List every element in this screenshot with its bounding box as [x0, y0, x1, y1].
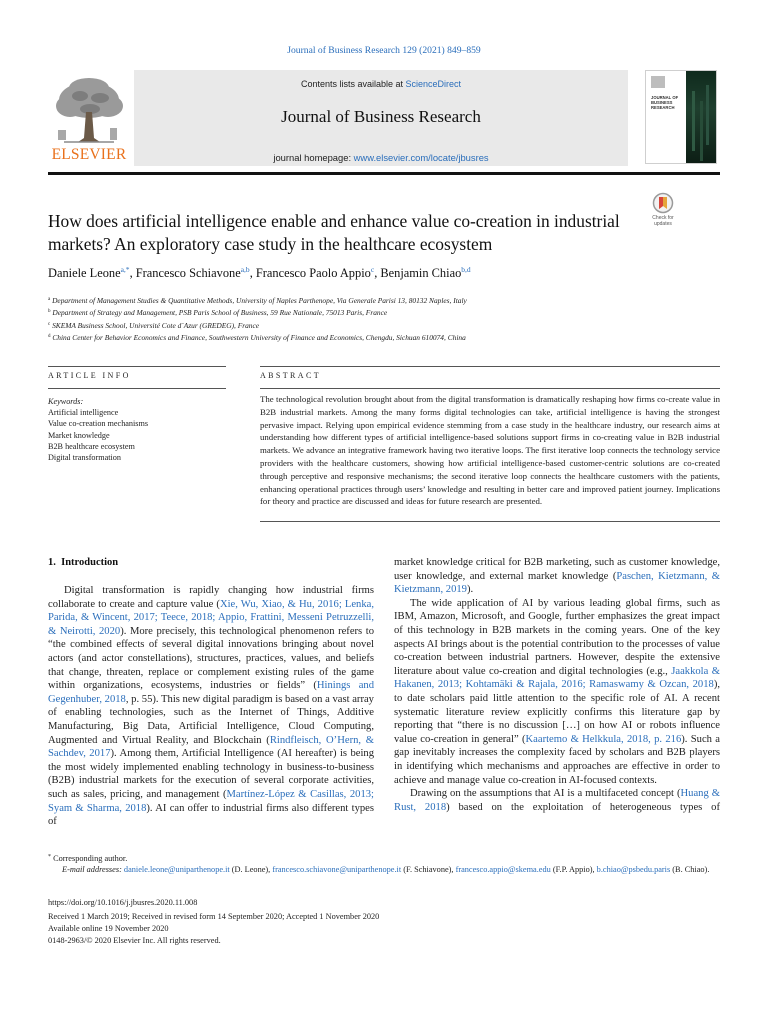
author-separator: , — [129, 266, 136, 280]
section-number: 1. — [48, 557, 56, 568]
affiliation-item — [48, 294, 708, 306]
reference-link[interactable]: Paschen, Kietzmann, & Kietzmann, 2019 — [394, 570, 720, 596]
author-affiliation-marks[interactable]: c — [370, 265, 375, 274]
journal-reference-link[interactable]: Journal of Business Research 129 (2021) 849–859 — [287, 45, 481, 56]
author-name[interactable]: Daniele Leone — [48, 266, 121, 280]
abstract-rule-top — [260, 366, 720, 367]
email-link[interactable]: francesco.schiavone@uniparthenope.it — [272, 865, 402, 874]
abstract-heading: ABSTRACT — [260, 371, 321, 380]
body-column-left — [48, 584, 374, 829]
paragraph-text: , p. 55). This new digital paradigm is based on a vast array of enabling technologies, such as the Internet of Things, Additive Manufacturing, Big Data, Artificial Intelligence, Cloud Computing, Augmented and Virtual Reality, and Blockchain ( — [48, 693, 374, 746]
elsevier-tree-icon — [50, 76, 128, 146]
article-info-rule-bottom — [48, 388, 226, 389]
journal-homepage-link[interactable]: www.elsevier.com/locate/jbusres — [353, 152, 489, 163]
email-label: E-mail addresses: — [62, 865, 122, 874]
homepage-line — [134, 152, 628, 163]
affiliation-item — [48, 331, 708, 343]
email-owner: (F.P. Appio), — [550, 865, 597, 874]
reference-link[interactable]: Kaartemo & Helkkula, 2018, p. 216 — [525, 733, 682, 745]
author-separator: , — [249, 266, 256, 280]
keywords-label: Keywords: — [48, 397, 84, 406]
keyword-item: Market knowledge — [48, 430, 110, 440]
reference-link[interactable]: Jaakkola & Hakanen, 2013; Kohtamäki & Rajala, 2016; Ramaswamy & Ozcan, 2018 — [394, 665, 720, 691]
email-link[interactable]: b.chiao@psbedu.paris — [596, 865, 671, 874]
affiliation-item — [48, 306, 708, 318]
affiliation-label: d — [48, 334, 51, 340]
elsevier-logo[interactable] — [48, 70, 130, 166]
section-title: Introduction — [61, 557, 119, 568]
abstract-rule-mid — [260, 388, 720, 389]
abstract-rule-bottom — [260, 521, 720, 522]
author-name[interactable]: Francesco Schiavone — [135, 266, 241, 280]
sciencedirect-link[interactable]: ScienceDirect — [405, 79, 462, 89]
email-owner: (B. Chiao). — [670, 865, 710, 874]
paragraph-text: Digital transformation is rapidly changing how industrial firms collaborate to create and capture value ( — [48, 585, 374, 610]
doi-link[interactable]: https://doi.org/10.1016/j.jbusres.2020.11.008 — [48, 898, 198, 907]
keyword-item: Artificial intelligence — [48, 408, 119, 418]
reference-link[interactable]: Rindfleisch, O’Hern, & Sachdev, 2017 — [48, 734, 374, 760]
affiliation-label: a — [48, 297, 51, 302]
author-affiliation-marks[interactable]: a,* — [120, 265, 130, 274]
keyword-item: Value co-creation mechanisms — [48, 419, 149, 429]
masthead-center — [134, 70, 628, 166]
available-online: Available online 19 November 2020 — [48, 924, 169, 933]
affiliation-text: Department of Management Studies & Quantitative Methods, University of Naples Parthenope, Via Generale Parisi 13, 80132 Naples, Italy — [52, 296, 467, 305]
reference-link[interactable]: Huang & Rust, 2018 — [394, 788, 720, 813]
body-paragraph — [394, 556, 720, 597]
author-list — [48, 265, 668, 281]
check-for-updates-icon — [652, 192, 674, 216]
author-name[interactable]: Benjamin Chiao — [380, 266, 462, 280]
masthead-rule — [48, 172, 720, 175]
paragraph-text: ). Among them, Artificial Intelligence (AI hereafter) is being the most widely implemented enabling technology in business-to-business (B2B) industrial markets for the execution of several corporate activities, such as sales, pricing, and management ( — [48, 748, 375, 800]
section-heading — [48, 557, 118, 568]
affiliation-label: c — [48, 321, 51, 327]
abstract-text: The technological revolution brought about from the digital transformation is dramatically reshaping how firms co-create value in B2B industrial markets. Among the many forms digital technologies can take, artificial intelligence is having the strongest pervasive impact. Relying upon empirical evidence stemming from a case study in the healthcare industry, our research aims at understanding how different types of artificial intelligence-based solutions support firms in co-creating value in B2B industrial markets. We advance an integrative framework having two iterative loops. The first iterative loop connects the technology service providers with the healthcare customers, showing how artificial intelligence-based customer-centric solutions are co-created through perceptive and responsive mechanisms; the second iterative loop connects the healthcare customers with the patients, enhancing operational practices through users’ knowledge and resulting in better care and improved patient journey. Implications for theory and practice are discussed and ideas for future research are presented. — [260, 394, 720, 507]
affiliation-label: b — [48, 309, 51, 315]
article-title: How does artificial intelligence enable and enhance value co-creation in industrial markets? An exploratory case study in the healthcare ecosystem — [48, 211, 620, 254]
affiliation-text: Department of Strategy and Management, PSB Paris School of Business, 59 Rue Nationale, 75013 Paris, France — [52, 308, 388, 318]
journal-title: Journal of Business Research — [281, 107, 481, 126]
keywords-block — [48, 396, 248, 463]
reference-link[interactable]: Hinings and Gegenhuber, 2018 — [48, 680, 374, 705]
contents-prefix: Contents lists available at — [300, 79, 406, 89]
affiliation-text: SKEMA Business School, Université Cote d´Azur (GREDEG), France — [52, 320, 260, 330]
cover-logo-icon — [651, 76, 665, 88]
affiliation-text: China Center for Behavior Economics and Finance, Southwestern University of Finance and Economics, Chengdu, Sichuan 610074, China — [52, 333, 466, 343]
check-for-updates-badge[interactable] — [645, 192, 681, 232]
article-info-rule-top — [48, 366, 226, 367]
affiliation-item — [48, 319, 708, 331]
email-owner: (D. Leone), — [229, 865, 273, 874]
email-addresses — [48, 864, 720, 876]
author-separator: , — [374, 266, 381, 280]
paragraph-text: ). AI can offer to industrial firms also different types of — [48, 802, 374, 828]
cover-title: JOURNAL OF BUSINESS RESEARCH — [651, 95, 679, 110]
body-paragraph — [394, 787, 720, 814]
paragraph-text: The wide application of AI by various leading global firms, such as IBM, Amazon, Microsoft, and Google, further emphasizes the great impact of this technology in B2B markets in the coming years. One of the key aspects AI brings about is the potential contribution to the processes of value co-creation between industrial partners. However, despite the extensive literature about value co-creation and digital technologies (e.g., — [394, 597, 720, 677]
paragraph-text: ). More precisely, this technological phenomenon refers to “the combined effects of several digital innovations bringing about novel actors (and actor constellations), structures, practices, values, and beliefs that change, threaten, replace or complement existing rules of the game within organizations, ecosystems, industries or fields” ( — [48, 625, 374, 692]
author-affiliation-marks[interactable]: a,b — [240, 265, 250, 274]
paragraph-text: ) based on the exploitation of heterogeneous types of — [446, 801, 720, 813]
check-for-updates-line2: updates — [654, 220, 672, 227]
email-link[interactable]: francesco.appio@skema.edu — [455, 865, 551, 874]
keyword-item: Digital transformation — [48, 453, 121, 463]
journal-cover-thumbnail[interactable] — [645, 70, 717, 164]
keyword-item: B2B healthcare ecosystem — [48, 441, 135, 451]
email-link[interactable]: daniele.leone@uniparthenope.it — [123, 865, 230, 874]
paragraph-text: Drawing on the assumptions that AI is a multifaceted concept ( — [410, 788, 681, 800]
journal-masthead — [48, 70, 628, 166]
cover-image-strip — [686, 71, 716, 164]
body-paragraph — [394, 597, 720, 787]
reference-link[interactable]: Martínez-López & Casillas, 2013; Syam & Sharma, 2018 — [48, 788, 374, 814]
paragraph-text: market knowledge critical for B2B marketing, such as customer knowledge, user knowledge, and external market knowledge ( — [394, 557, 720, 582]
author-affiliation-marks[interactable]: b,d — [461, 265, 471, 274]
article-info-heading: ARTICLE INFO — [48, 371, 131, 380]
elsevier-logo-text: ELSEVIER — [51, 146, 127, 163]
body-paragraph — [48, 584, 374, 829]
corresponding-mark: * — [48, 854, 51, 860]
corresponding-text: Corresponding author. — [51, 854, 128, 863]
copyright-line: 0148-2963/© 2020 Elsevier Inc. All rights reserved. — [48, 936, 221, 945]
paragraph-text: ). — [466, 584, 474, 596]
received-dates: Received 1 March 2019; Received in revised form 14 September 2020; Accepted 1 November 2020 — [48, 912, 380, 921]
author-name[interactable]: Francesco Paolo Appio — [255, 266, 371, 280]
email-owner: (F. Schiavone), — [401, 865, 456, 874]
homepage-prefix: journal homepage: — [273, 152, 354, 163]
contents-line — [134, 79, 628, 89]
paragraph-text: ). Such a gap inevitably increases the complexity faced by scholars and B2B players in identifying which mechanisms and approaches are effective in order to achieve and manage value co-creation in AI-focused contexts. — [394, 733, 720, 786]
check-for-updates-line1: Check for — [652, 215, 674, 221]
reference-link[interactable]: Xie, Wu, Xiao, & Hu, 2016; Lenka, Parida, & Wincent, 2017; Teece, 2018; Appio, Frattini, Messeni Petruzzelli, & Neirotti, 2020 — [48, 598, 374, 637]
paragraph-text: ), to date scholars paid little attention to the specific role of AI. A recent systematic literature review explicitly confirms this literature gap by reporting that “there is no discussion […] on how AI or robots influence value co-creation in general” ( — [394, 679, 720, 745]
corresponding-author-note — [48, 852, 720, 865]
affiliations — [48, 294, 708, 344]
body-column-right — [394, 556, 720, 814]
